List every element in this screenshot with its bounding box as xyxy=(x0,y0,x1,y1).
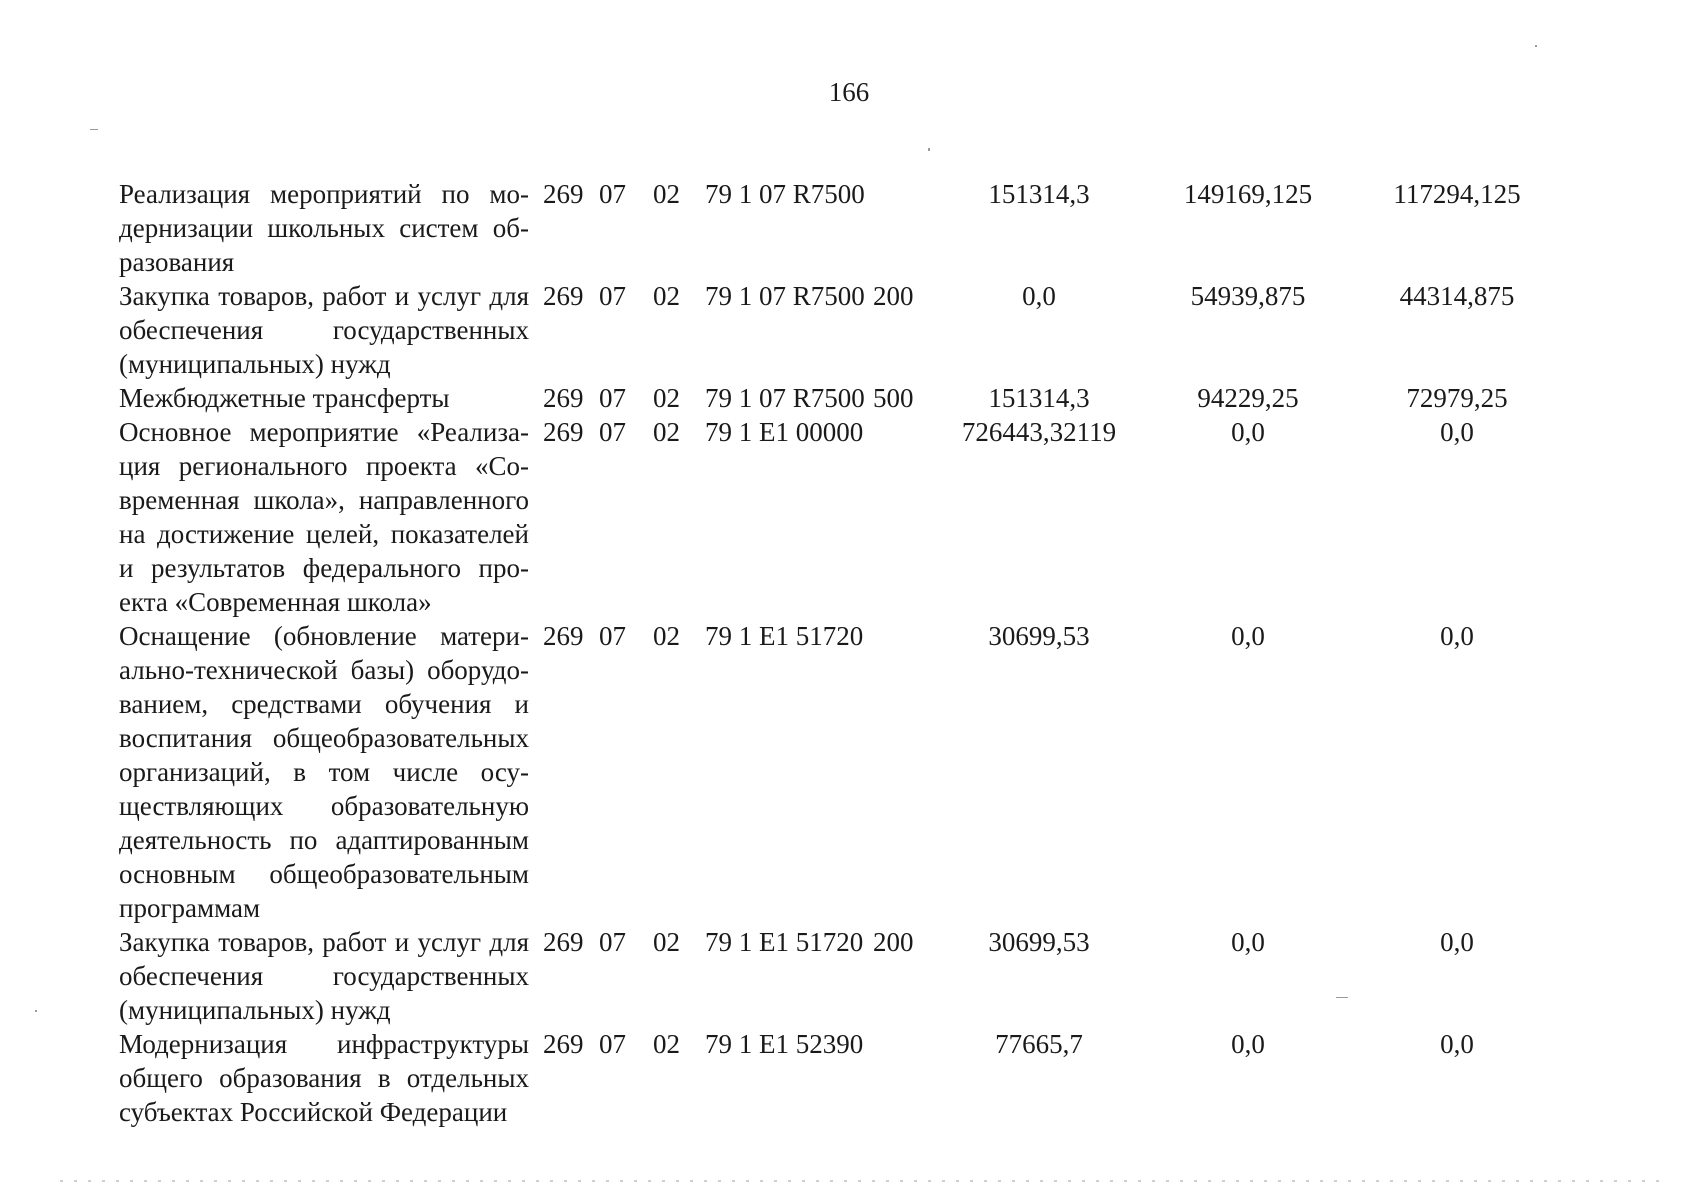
ved-code-cell: 269 xyxy=(543,383,584,413)
amount-year2-cell: 0,0 xyxy=(1231,621,1265,651)
table-row xyxy=(119,619,1559,925)
ved-code-cell: 269 xyxy=(543,927,584,957)
ved-code-cell: 269 xyxy=(543,1029,584,1059)
amount-year3-cell: 117294,125 xyxy=(1393,179,1521,209)
expense-type-cell: 500 xyxy=(873,383,914,413)
scan-speck xyxy=(928,148,930,151)
ved-code-cell: 269 xyxy=(543,281,584,311)
amount-year2-cell: 94229,25 xyxy=(1197,383,1299,413)
expense-type-cell xyxy=(873,415,937,619)
section-code-cell: 07 xyxy=(599,281,626,311)
target-article-cell: 79 1 E1 00000 xyxy=(705,417,864,447)
expense-type-cell xyxy=(873,177,937,279)
scan-speck xyxy=(1535,45,1537,47)
subsection-code-cell: 02 xyxy=(653,417,680,447)
subsection-code-cell: 02 xyxy=(653,1029,680,1059)
table-row xyxy=(119,1027,1559,1129)
table-row xyxy=(119,415,1559,619)
ved-code-cell: 269 xyxy=(543,417,584,447)
section-code-cell: 07 xyxy=(599,1029,626,1059)
target-article-cell: 79 1 E1 51720 xyxy=(705,927,864,957)
table-body xyxy=(119,177,1559,1129)
amount-year2-cell: 0,0 xyxy=(1231,1029,1265,1059)
expense-type-cell xyxy=(873,619,937,925)
ved-code-cell: 269 xyxy=(543,621,584,651)
expense-name-cell: Основное мероприятие «Реализация регионального проекта «Современная школа», направленного на достижение целей, показателей и результатов федерального проекта «Современная школа» xyxy=(119,417,529,617)
scan-speck xyxy=(35,1010,37,1012)
expense-name-cell: Оснащение (обновление материально-технической базы) оборудованием, средствами обучения и воспитания общеобразовательных организаций, в том числе осуществляющих образовательную деятельность по адаптированным основным общеобразовательным программам xyxy=(119,621,529,923)
table-row xyxy=(119,279,1559,381)
scan-speck xyxy=(90,129,98,130)
table-row xyxy=(119,925,1559,1027)
amount-year2-cell: 54939,875 xyxy=(1190,281,1306,311)
target-article-cell: 79 1 07 R7500 xyxy=(705,281,865,311)
amount-year3-cell: 44314,875 xyxy=(1399,281,1515,311)
amount-year2-cell: 149169,125 xyxy=(1183,179,1313,209)
target-article-cell: 79 1 07 R7500 xyxy=(705,179,865,209)
section-code-cell: 07 xyxy=(599,179,626,209)
amount-year1-cell: 30699,53 xyxy=(988,621,1090,651)
expense-name-cell: Закупка товаров, работ и услуг для обеспечения государственных (муниципальных) нужд xyxy=(119,927,529,1025)
table-row xyxy=(119,381,1559,415)
section-code-cell: 07 xyxy=(599,383,626,413)
amount-year3-cell: 72979,25 xyxy=(1406,383,1508,413)
section-code-cell: 07 xyxy=(599,417,626,447)
amount-year1-cell: 30699,53 xyxy=(988,927,1090,957)
amount-year2-cell: 0,0 xyxy=(1231,927,1265,957)
target-article-cell: 79 1 07 R7500 xyxy=(705,383,865,413)
section-code-cell: 07 xyxy=(599,621,626,651)
target-article-cell: 79 1 E1 52390 xyxy=(705,1029,864,1059)
expense-name-cell: Межбюджетные трансферты xyxy=(119,383,450,413)
amount-year3-cell: 0,0 xyxy=(1440,1029,1474,1059)
ved-code-cell: 269 xyxy=(543,179,584,209)
amount-year1-cell: 0,0 xyxy=(1022,281,1056,311)
expense-type-cell xyxy=(873,1027,937,1129)
amount-year1-cell: 151314,3 xyxy=(988,179,1090,209)
expense-type-cell: 200 xyxy=(873,281,914,311)
amount-year1-cell: 77665,7 xyxy=(995,1029,1083,1059)
page-number: 166 xyxy=(828,77,870,107)
amount-year3-cell: 0,0 xyxy=(1440,621,1474,651)
expense-name-cell: Модернизация инфраструктуры общего образования в отдельных субъектах Российской Федерации xyxy=(119,1029,529,1127)
budget-allocation-table xyxy=(119,177,1559,1129)
section-code-cell: 07 xyxy=(599,927,626,957)
subsection-code-cell: 02 xyxy=(653,383,680,413)
table-row xyxy=(119,177,1559,279)
expense-name-cell: Реализация мероприятий по модернизации школьных систем образования xyxy=(119,179,529,277)
target-article-cell: 79 1 E1 51720 xyxy=(705,621,864,651)
expense-type-cell: 200 xyxy=(873,927,914,957)
subsection-code-cell: 02 xyxy=(653,927,680,957)
subsection-code-cell: 02 xyxy=(653,281,680,311)
amount-year3-cell: 0,0 xyxy=(1440,927,1474,957)
amount-year2-cell: 0,0 xyxy=(1231,417,1265,447)
scan-edge-dots xyxy=(60,1180,1660,1182)
amount-year1-cell: 726443,32119 xyxy=(961,417,1117,447)
subsection-code-cell: 02 xyxy=(653,621,680,651)
subsection-code-cell: 02 xyxy=(653,179,680,209)
amount-year1-cell: 151314,3 xyxy=(988,383,1090,413)
expense-name-cell: Закупка товаров, работ и услуг для обеспечения государственных (муниципальных) нужд xyxy=(119,281,529,379)
amount-year3-cell: 0,0 xyxy=(1440,417,1474,447)
